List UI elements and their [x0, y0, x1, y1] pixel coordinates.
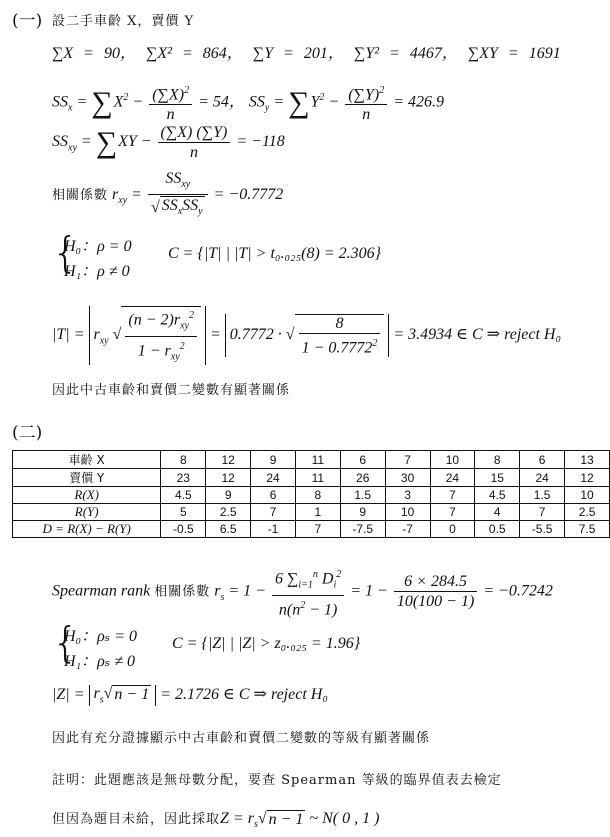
spearman-result: = −0.7242 [483, 582, 553, 600]
table-cell: 11 [295, 469, 340, 487]
table-cell: -1 [251, 521, 296, 538]
hyp1: { [52, 228, 79, 277]
h0-1: H₀：ρ = 0 [64, 238, 132, 255]
table-cell: 8 [295, 487, 340, 504]
table-cell: 1.5 [520, 487, 565, 504]
table-cell: -7 [385, 521, 430, 538]
table-row [13, 504, 610, 521]
sum-x2: ∑X² = 864 [146, 45, 227, 62]
table-cell: 7 [430, 487, 475, 504]
table-cell: 6.5 [206, 521, 251, 538]
table-cell: 10 [430, 451, 475, 469]
note2: 但因為題目未給，因此採取 [52, 812, 221, 827]
table-cell: 1.5 [340, 487, 385, 504]
note: 註明：此題應該是無母數分配，要查 Spearman 等級的臨界值表去檢定 [52, 773, 502, 788]
table-cell: 4.5 [475, 487, 520, 504]
h0-2: H₀：ρₛ = 0 [64, 628, 137, 645]
table-cell: 1 [295, 504, 340, 521]
corr-label: 相關係數 [52, 186, 109, 202]
table-cell: 11 [295, 451, 340, 469]
ssy-result: = 426.9 [393, 93, 444, 111]
t-result: = 3.4934 ∈ C ⇒ reject H₀ [393, 326, 562, 344]
table-cell: 12 [206, 469, 251, 487]
row-header: 賣價 Y [13, 469, 161, 487]
table-cell: 12 [206, 451, 251, 469]
table-row [13, 469, 610, 487]
hyp2: { [52, 618, 79, 667]
table-cell: 0.5 [475, 521, 520, 538]
sum-xy: ∑XY = 1691 [467, 45, 561, 62]
table-row [13, 521, 610, 538]
z-line: $|Z| = r_s√$ n − 1 = 2.1726 ∈ C ⇒ reject H₀ [52, 685, 328, 706]
table-cell: -5.5 [520, 521, 565, 538]
table-cell: 24 [430, 469, 475, 487]
table-cell: 6 [520, 451, 565, 469]
table-cell: 8 [475, 451, 520, 469]
spearman-line: Spearman rank 相關係數 $r_s = 1$ − $\frac{6 \sum_{i=1}^n D_i^2}{n(n^2 - 1)}$ = 1 − $\frac{6 \times 284.5}{10(100 - 1)}$ = −0.7242 [52, 566, 553, 618]
ss-line: $SS_x = \sum X^2$ − $\frac{(\sum X)^2}{n}$ = 54， $SS_y = \sum Y^2$ − $\frac{(\sum Y)^2}{n}$ = 426.9 [52, 82, 444, 123]
sum-y: ∑Y = 201 [252, 45, 328, 62]
corr-result: = −0.7772 [213, 185, 284, 203]
note2-line: 但因為題目未給，因此採取$Z = r_s√$ n − 1 ~ N( 0 , 1 ) [52, 810, 380, 831]
table-cell: 9 [251, 451, 296, 469]
table-cell: 7 [295, 521, 340, 538]
part1-conclusion: 因此中古車齡和賣價二變數有顯著關係 [52, 383, 291, 398]
part1-intro: 設二手車齡 X，賣價 Y [52, 14, 195, 29]
row-header: 車齡 X [13, 451, 161, 469]
table-cell: 23 [161, 469, 206, 487]
table-cell: 0 [430, 521, 475, 538]
row-header: R(X) [13, 487, 161, 504]
table-cell: 4.5 [161, 487, 206, 504]
table-cell: 24 [520, 469, 565, 487]
row-header: D = R(X) − R(Y) [13, 521, 161, 538]
row-header: R(Y) [13, 504, 161, 521]
t-line: $|T| = r_{xy}$ √ $\frac{(n - 2)r_{xy}^2}{1 - r_{xy}^2}$ = 0.7772 · √ $\frac{8}{1 - 0.7772^2}$ = 3.4934 ∈ C ⇒ reject H₀ [52, 306, 561, 365]
ssx-result: = 54 [198, 93, 229, 111]
t-value: 0.7772 · [229, 326, 282, 344]
table-cell: 7 [251, 504, 296, 521]
spearman-label: Spearman rank [52, 582, 151, 600]
table-cell: 2.5 [565, 504, 610, 521]
h1-1: H₁：ρ ≠ 0 [64, 263, 130, 280]
ssxy-result: = −118 [236, 133, 285, 151]
table-cell: 7.5 [565, 521, 610, 538]
rank-table [12, 450, 610, 538]
part2-marker: (二) [12, 423, 43, 443]
corr-line: 相關係數 $r_{xy}$ = $\frac{SS_{xy}}{√ SS_xSS_y}$ = −0.7772 [52, 170, 283, 220]
crit-2: C = {|Z| | |Z| > z₀.₀₂₅ = 1.96} [172, 635, 361, 652]
table-cell: 30 [385, 469, 430, 487]
table-cell: 10 [565, 487, 610, 504]
table-cell: 9 [206, 487, 251, 504]
sums-line: ∑X = 90， ∑X² = 864， ∑Y = 201， ∑Y² = 4467， ∑XY = 1691 [52, 45, 561, 62]
table-row [13, 487, 610, 504]
table-cell: 4 [475, 504, 520, 521]
table-row [13, 451, 610, 469]
table-cell: 7 [385, 451, 430, 469]
table-cell: 26 [340, 469, 385, 487]
table-cell: -0.5 [161, 521, 206, 538]
spearman-cjk: 相關係數 [154, 583, 211, 599]
table-cell: 10 [385, 504, 430, 521]
table-cell: 6 [251, 487, 296, 504]
table-cell: 9 [340, 504, 385, 521]
table-cell: 7 [430, 504, 475, 521]
sum-x: ∑X = 90 [52, 45, 120, 62]
table-cell: -7.5 [340, 521, 385, 538]
part1-marker: (一) [12, 11, 43, 31]
table-cell: 15 [475, 469, 520, 487]
table-cell: 2.5 [206, 504, 251, 521]
part2-conclusion: 因此有充分證據顯示中古車齡和賣價二變數的等級有顯著關係 [52, 731, 431, 746]
table-cell: 5 [161, 504, 206, 521]
table-cell: 3 [385, 487, 430, 504]
sum-y2: ∑Y² = 4467 [353, 45, 442, 62]
table-cell: 8 [161, 451, 206, 469]
z-result: = 2.1726 ∈ C ⇒ reject H₀ [160, 686, 328, 703]
table-cell: 12 [565, 469, 610, 487]
table-cell: 6 [340, 451, 385, 469]
crit-1: C = {|T| | |T| > t₀.₀₂₅(8) = 2.306} [168, 245, 381, 262]
table-cell: 7 [520, 504, 565, 521]
table-cell: 13 [565, 451, 610, 469]
table-cell: 24 [251, 469, 296, 487]
h1-2: H₁：ρₛ ≠ 0 [64, 653, 135, 670]
ssxy-line: $SS_{xy} = \sum XY$ − $\frac{(\sum X) (\sum Y)}{n}$ = −118 [52, 124, 285, 161]
